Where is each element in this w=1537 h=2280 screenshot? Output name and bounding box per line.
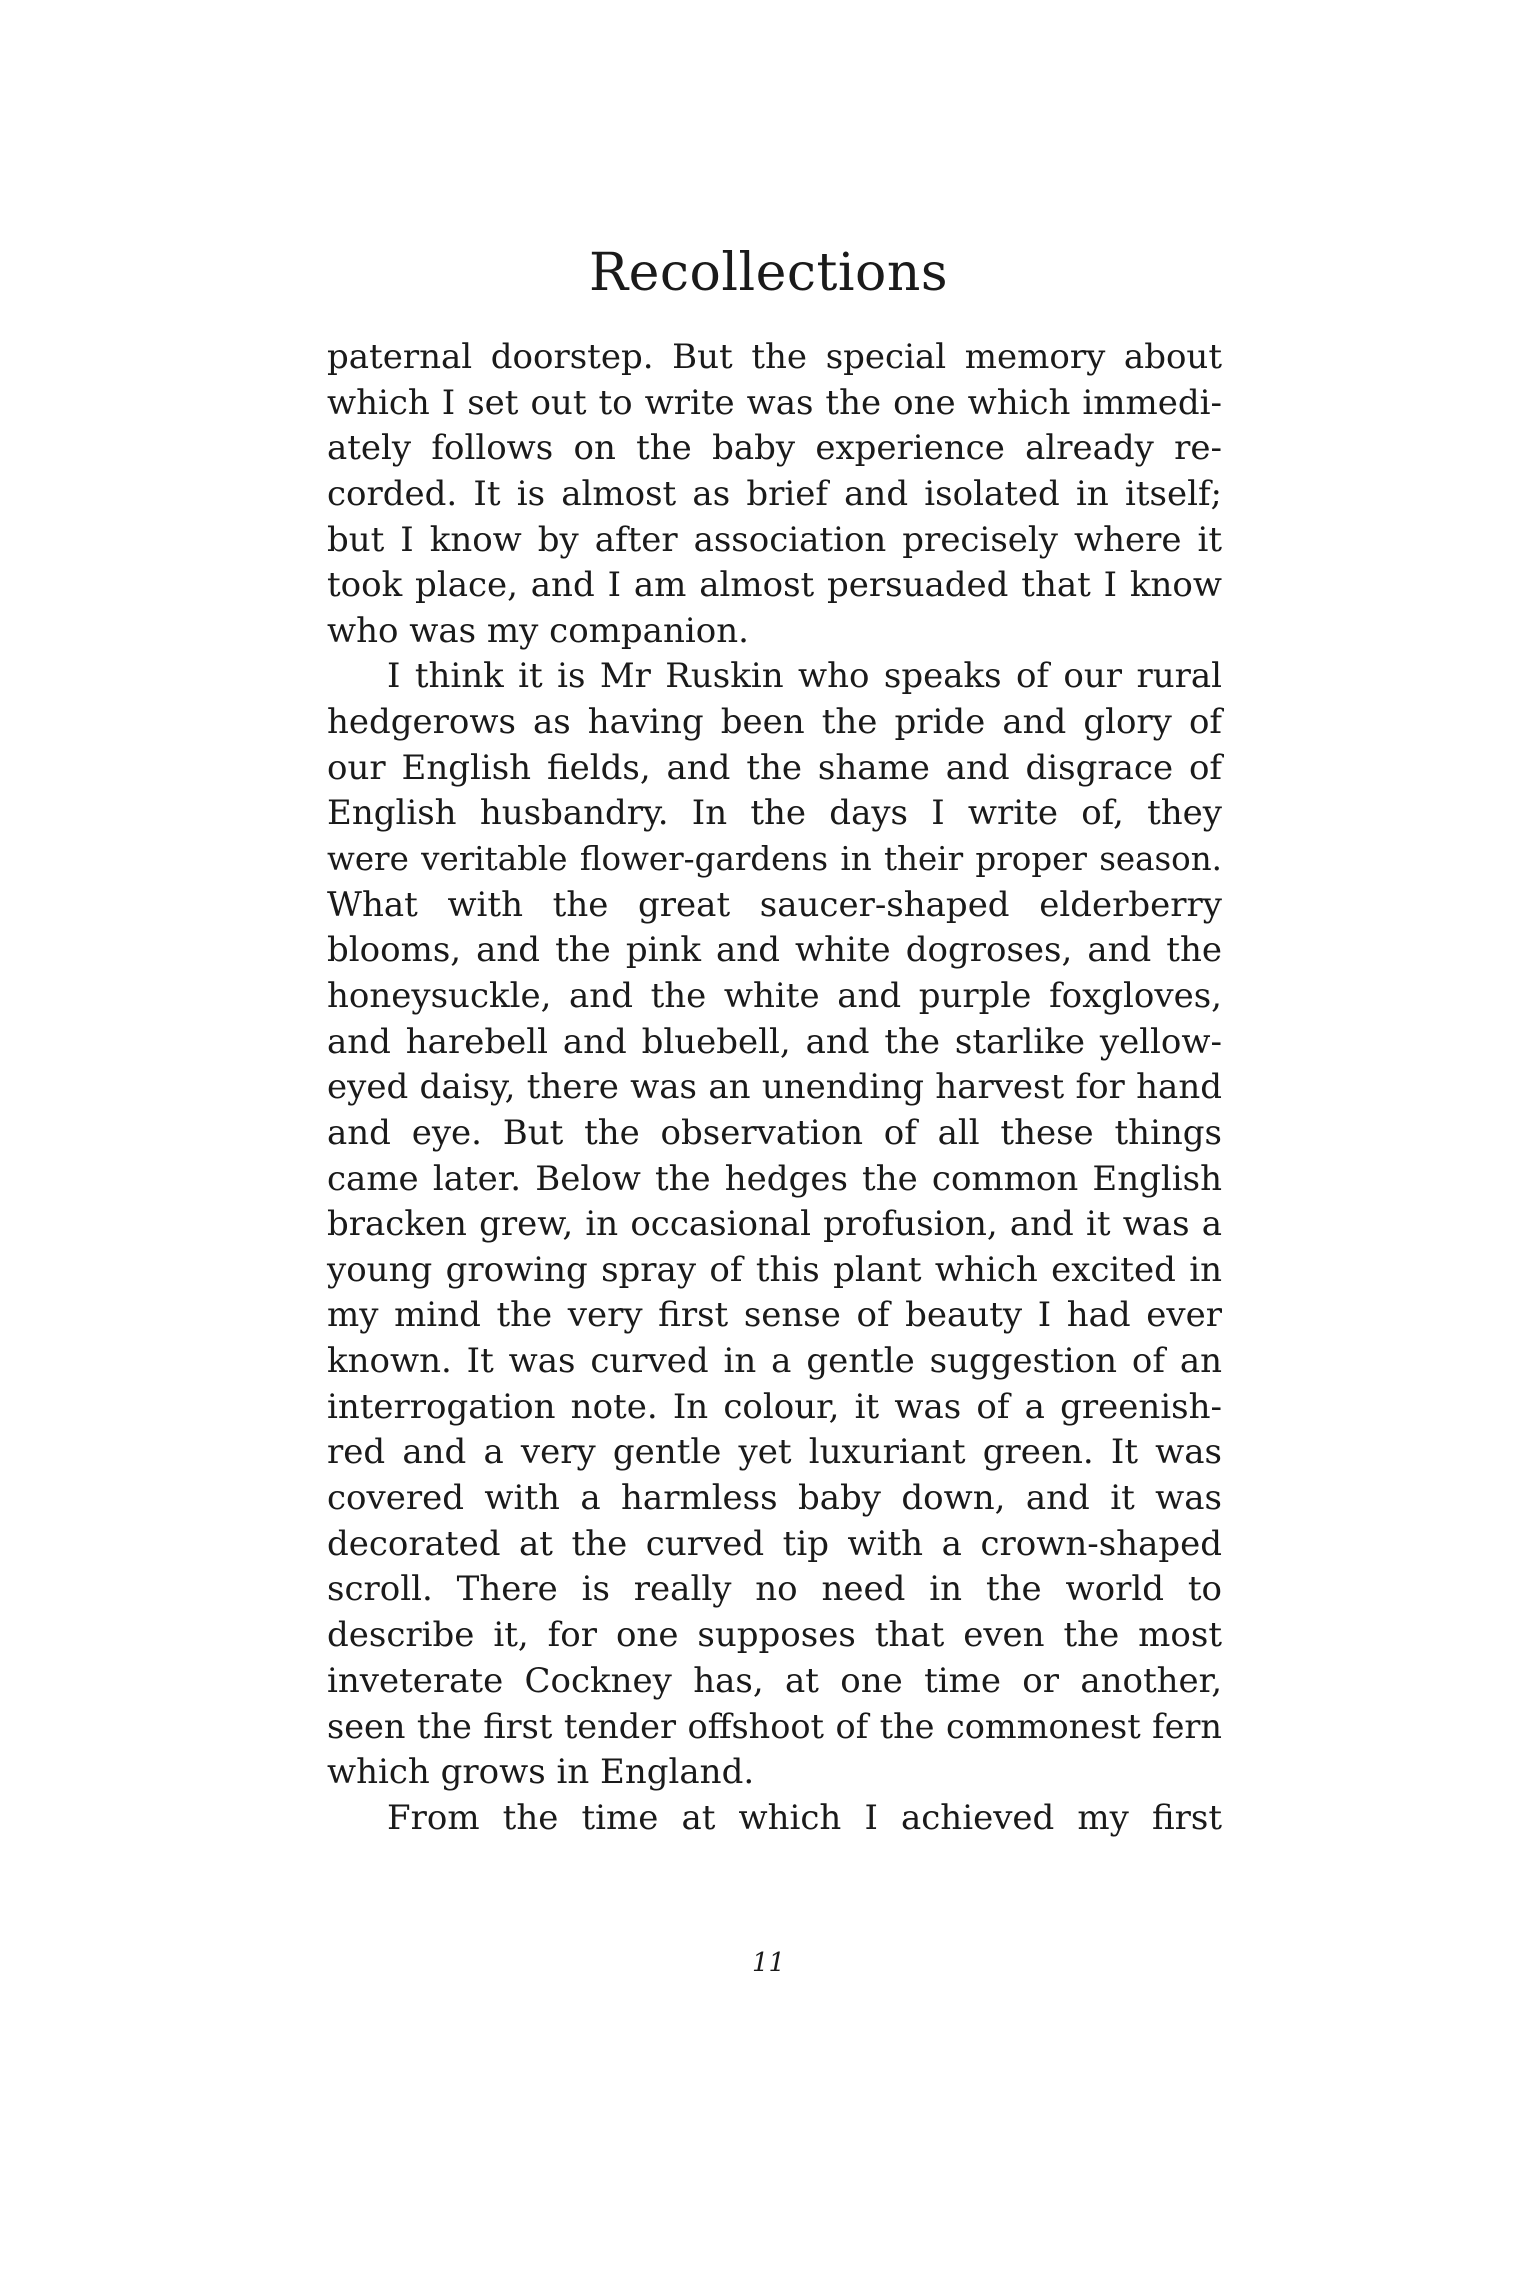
running-head: Recollections xyxy=(588,243,949,303)
text-line: bracken grew, in occasional profusion, and it was a xyxy=(327,1204,1222,1245)
text-line: honeysuckle, and the white and purple foxgloves, xyxy=(327,975,1222,1016)
text-line: eyed daisy, there was an unending harvest for hand xyxy=(327,1067,1222,1108)
text-line: which I set out to write was the one which immedi- xyxy=(327,382,1222,423)
text-line: What with the great saucer-shaped elderberry xyxy=(327,884,1222,925)
text-line: paternal doorstep. But the special memory about xyxy=(327,337,1222,377)
text-line: which grows in England. xyxy=(327,1751,755,1792)
text-line: but I know by after association precisely where it xyxy=(327,519,1222,560)
page-number: 11 xyxy=(751,1948,786,1978)
body-text xyxy=(327,335,1222,1841)
text-line: ately follows on the baby experience already re- xyxy=(327,428,1222,469)
text-line: blooms, and the pink and white dogroses, and the xyxy=(327,930,1222,971)
text-line: English husbandry. In the days I write of, they xyxy=(327,793,1222,834)
text-line: describe it, for one supposes that even the most xyxy=(327,1614,1222,1655)
text-line: and harebell and bluebell, and the starlike yellow- xyxy=(327,1021,1222,1062)
text-line: covered with a harmless baby down, and it was xyxy=(327,1478,1222,1519)
text-line: red and a very gentle yet luxuriant green. It was xyxy=(327,1432,1222,1473)
text-line: were veritable flower-gardens in their proper season. xyxy=(327,840,1222,879)
text-line: hedgerows as having been the pride and glory of xyxy=(327,702,1222,743)
text-line: took place, and I am almost persuaded that I know xyxy=(327,565,1222,606)
text-line: came later. Below the hedges the common English xyxy=(327,1158,1222,1199)
text-line: I think it is Mr Ruskin who speaks of our rural xyxy=(387,656,1222,697)
text-line: interrogation note. In colour, it was of a greenish- xyxy=(327,1386,1222,1427)
text-line: young growing spray of this plant which excited in xyxy=(327,1249,1222,1290)
text-line: known. It was curved in a gentle suggestion of an xyxy=(327,1341,1222,1382)
text-line: who was my companion. xyxy=(327,610,749,651)
text-line: From the time at which I achieved my first xyxy=(387,1797,1222,1838)
text-line: scroll. There is really no need in the world to xyxy=(327,1569,1222,1610)
text-line: decorated at the curved tip with a crown-shaped xyxy=(327,1523,1222,1564)
text-line: seen the first tender offshoot of the commonest fern xyxy=(327,1707,1222,1747)
text-line: my mind the very first sense of beauty I had ever xyxy=(327,1295,1222,1336)
text-line: corded. It is almost as brief and isolated in itself; xyxy=(327,473,1222,514)
text-line: inveterate Cockney has, at one time or another, xyxy=(327,1660,1222,1701)
text-line: and eye. But the observation of all these things xyxy=(327,1112,1222,1153)
text-line: our English fields, and the shame and disgrace of xyxy=(327,747,1222,788)
